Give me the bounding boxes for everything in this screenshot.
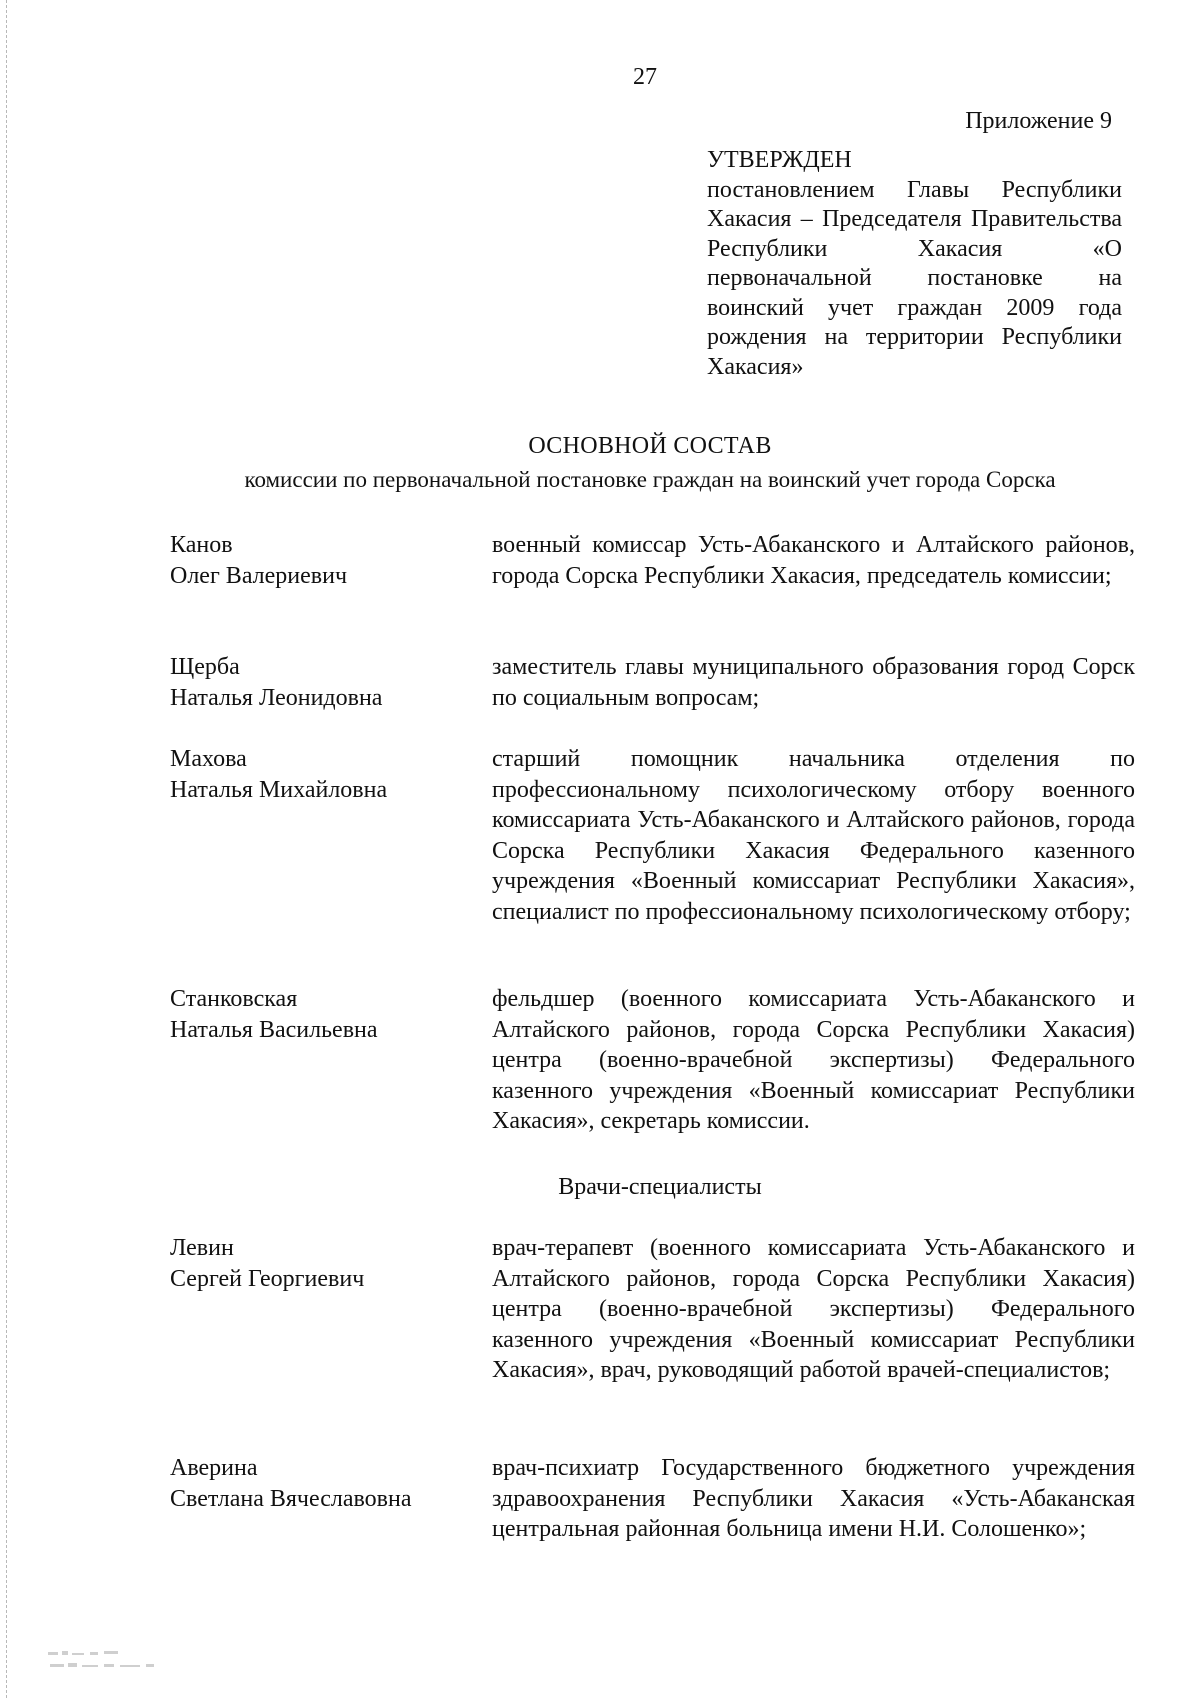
member-surname: Щерба — [170, 654, 240, 680]
scan-edge-line — [6, 0, 7, 1698]
member-role: врач-терапевт (военного комиссариата Усть-Абаканского и Алтайского районов, города Сорска Республики Хакасия) центра (военно-врачебной экспертизы) Федерального казенного учреждения «Военный комиссариат Республики Хакасия», врач, руководящий работой врачей-специалистов; — [492, 1235, 1135, 1383]
member-role: старший помощник начальника отделения по профессиональному психологическому отбору военного комиссариата Усть-Абаканского и Алтайского районов, города Сорска Республики Хакасия Федерального казенного учреждения «Военный комиссариат Республики Хакасия», специалист по профессиональному психологическому отбору; — [492, 746, 1135, 925]
approval-block — [707, 146, 1122, 382]
member-surname: Левин — [170, 1235, 234, 1261]
document-subtitle: комиссии по первоначальной постановке граждан на воинский учет города Сорска — [244, 467, 1056, 492]
member-name — [170, 984, 470, 1045]
approved-label: УТВЕРЖДЕН — [707, 147, 852, 173]
member-name — [170, 744, 470, 805]
appendix-label: Приложение 9 — [965, 108, 1112, 134]
member-surname: Аверина — [170, 1455, 258, 1481]
member-name — [170, 1233, 470, 1294]
member-role: врач-психиатр Государственного бюджетного учреждения здравоохранения Республики Хакасия «Усть-Абаканская центральная районная больница имени Н.И. Солошенко»; — [492, 1455, 1135, 1542]
page-number: 27 — [633, 64, 657, 90]
member-name — [170, 652, 470, 713]
member-role: фельдшер (военного комиссариата Усть-Абаканского и Алтайского районов, города Сорска Республики Хакасия) центра (военно-врачебной экспертизы) Федерального казенного учреждения «Военный комиссариат Республики Хакасия», секретарь комиссии. — [492, 986, 1135, 1134]
member-given-names: Олег Валериевич — [170, 562, 348, 589]
member-given-names: Сергей Георгиевич — [170, 1265, 365, 1292]
member-surname: Махова — [170, 746, 247, 772]
member-surname: Канов — [170, 532, 233, 558]
member-role: заместитель главы муниципального образования город Сорск по социальным вопросам; — [492, 654, 1135, 711]
member-name — [170, 1453, 470, 1514]
member-role: военный комиссар Усть-Абаканского и Алтайского районов, города Сорска Республики Хакасия, председатель комиссии; — [492, 532, 1135, 589]
document-title: ОСНОВНОЙ СОСТАВ — [528, 433, 772, 459]
member-given-names: Наталья Леонидовна — [170, 684, 383, 711]
member-given-names: Наталья Михайловна — [170, 776, 388, 803]
member-name — [170, 530, 470, 591]
faint-stamp-mark — [46, 1648, 176, 1678]
approval-text: постановлением Главы Республики Хакасия – Председателя Правительства Республики Хакасия «О первоначальной постановке на воинский учет граждан 2009 года рождения на территории Республики Хакасия» — [707, 176, 1122, 380]
member-given-names: Светлана Вячеславовна — [170, 1485, 412, 1512]
specialists-heading: Врачи-специалисты — [558, 1174, 762, 1200]
member-surname: Станковская — [170, 986, 298, 1012]
member-given-names: Наталья Васильевна — [170, 1016, 378, 1043]
